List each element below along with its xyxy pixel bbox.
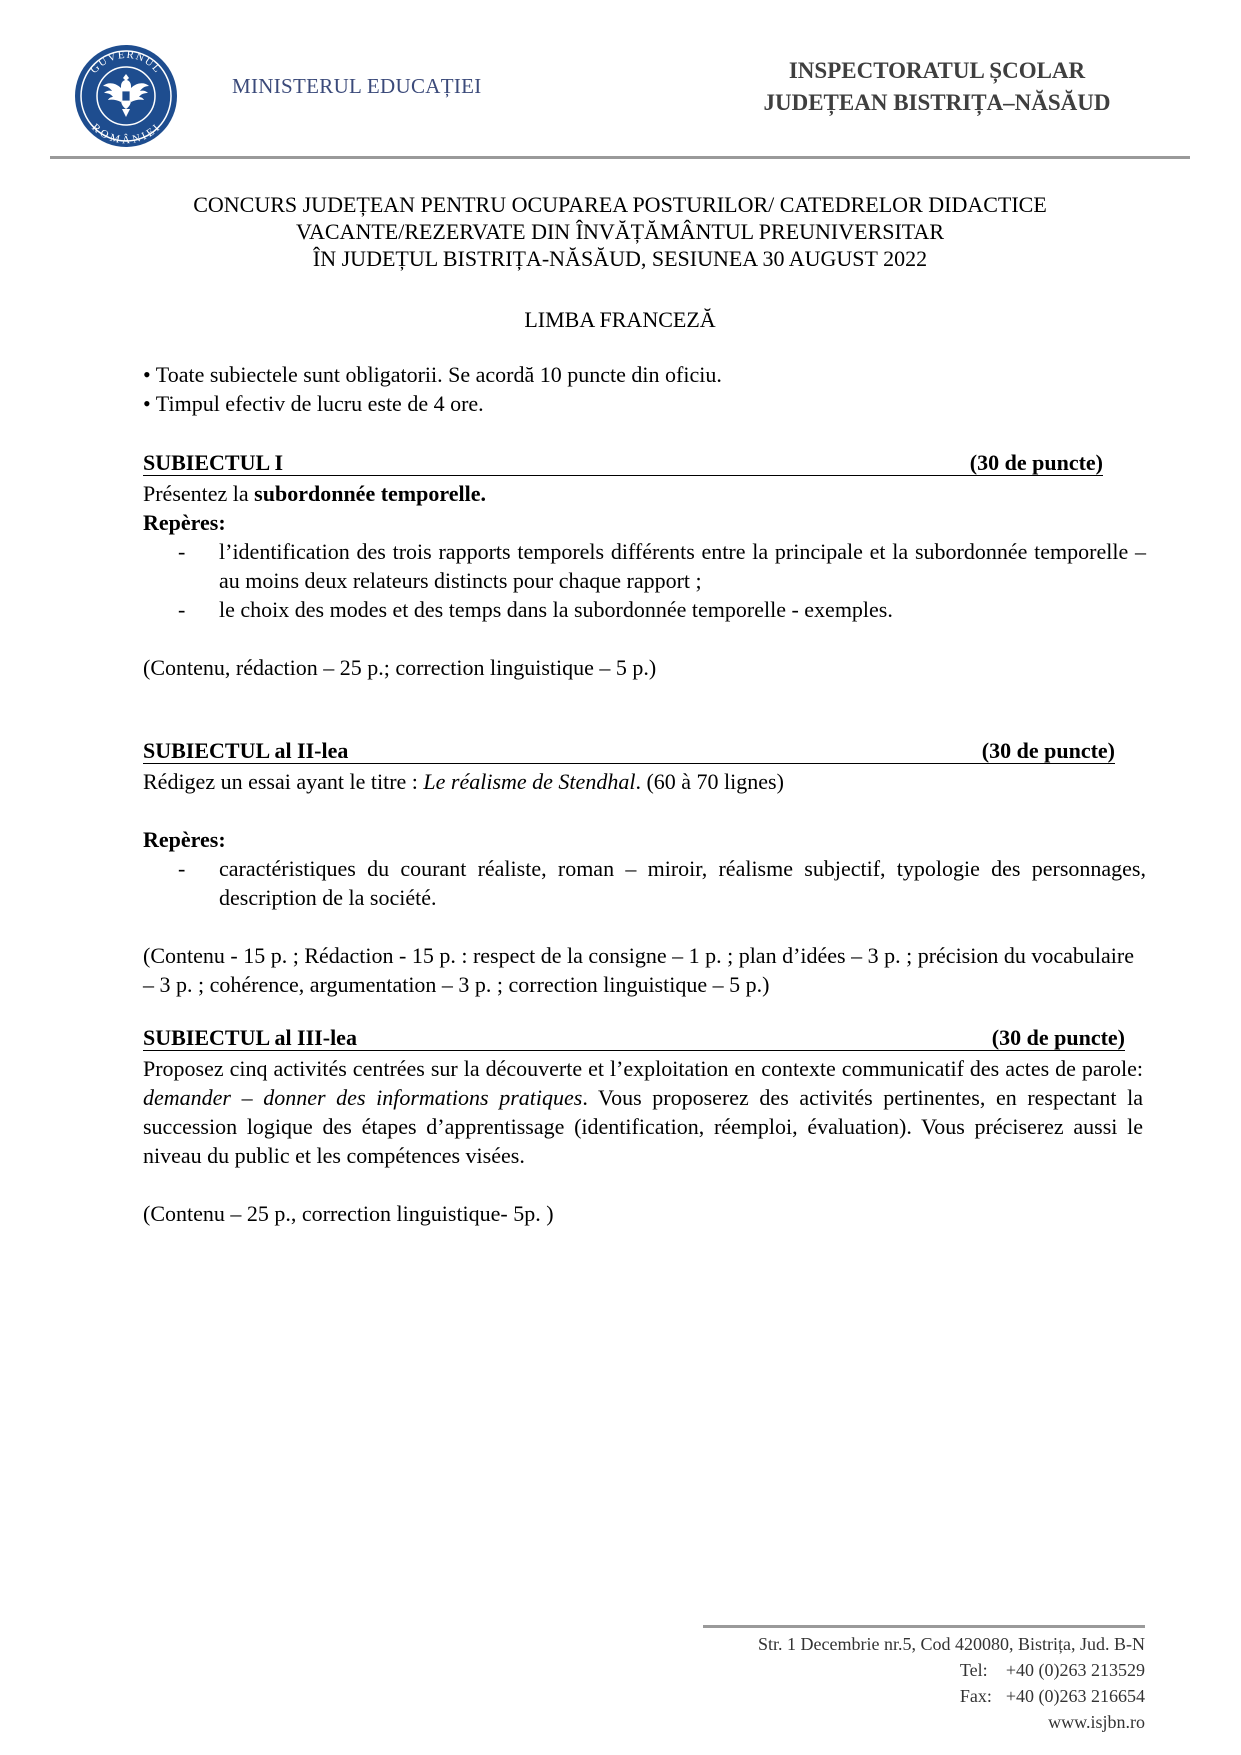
section-3-scoring: (Contenu – 25 p., correction linguistique- 5p. ) bbox=[143, 1201, 554, 1226]
section-2-points: (30 de puncte) bbox=[981, 738, 1115, 763]
exam-subject: LIMBA FRANCEZĂ bbox=[524, 307, 716, 332]
section-1-heading bbox=[143, 450, 1103, 478]
government-emblem-logo bbox=[74, 44, 178, 148]
footer-fax-number: +40 (0)263 216654 bbox=[1005, 1686, 1145, 1706]
section-1-prompt bbox=[143, 479, 1143, 508]
footer-contact bbox=[758, 1631, 1145, 1735]
section-1-underline bbox=[143, 475, 1103, 476]
svg-text:GUVERNUL: GUVERNUL bbox=[88, 48, 164, 76]
section-3-underline bbox=[143, 1050, 1125, 1051]
section-1-prompt-text: Présentez la bbox=[143, 481, 255, 506]
footer-address: Str. 1 Decembrie nr.5, Cod 420080, Bistrița, Jud. B-N bbox=[758, 1634, 1145, 1654]
ministry-name: MINISTERUL EDUCAȚIEI bbox=[232, 74, 482, 98]
dash-marker: - bbox=[178, 856, 186, 881]
section-3-label: SUBIECTUL al III-lea bbox=[143, 1025, 357, 1050]
section-1-item-2-text: le choix des modes et des temps dans la subordonnée temporelle - exemples. bbox=[219, 597, 893, 622]
footer-phone-number: +40 (0)263 213529 bbox=[1005, 1660, 1145, 1680]
inspectorate-line-1: INSPECTORATUL ȘCOLAR bbox=[788, 58, 1086, 83]
section-1-scoring: (Contenu, rédaction – 25 p.; correction linguistique – 5 p.) bbox=[143, 655, 657, 680]
footer-website[interactable]: www.isjbn.ro bbox=[1048, 1712, 1145, 1732]
section-1-label: SUBIECTUL I bbox=[143, 450, 284, 475]
footer-phone-label: Tel: bbox=[959, 1660, 988, 1680]
section-1-item-2 bbox=[178, 595, 1146, 624]
section-3-points: (30 de puncte) bbox=[991, 1025, 1125, 1050]
section-2-item-1-text: caractéristiques du courant réaliste, roman – miroir, réalisme subjectif, typologie des personnages, description de la société. bbox=[219, 856, 1146, 910]
inspectorate-name bbox=[727, 55, 1147, 119]
section-1-item-1 bbox=[178, 537, 1146, 595]
section-3-prompt bbox=[143, 1054, 1143, 1170]
footer-divider bbox=[703, 1625, 1145, 1628]
section-3-speech-acts: demander – donner des informations pratiques bbox=[143, 1085, 583, 1110]
dash-marker: - bbox=[178, 539, 186, 564]
section-2-scoring: (Contenu - 15 p. ; Rédaction - 15 p. : respect de la consigne – 1 p. ; plan d’idées – 3 p. ; précision du vocabulaire – 3 p. ; cohérence, argumentation – 3 p. ; correction linguistique – 5 p.) bbox=[143, 943, 1134, 997]
exam-title-line-2: VACANTE/REZERVATE DIN ÎNVĂȚĂMÂNTUL PREUNIVERSITAR bbox=[295, 219, 945, 244]
section-2-label: SUBIECTUL al II-lea bbox=[143, 738, 349, 763]
section-1-prompt-topic: subordonnée temporelle. bbox=[254, 481, 486, 506]
footer-phone bbox=[758, 1657, 1145, 1683]
section-2-essay-title: Le réalisme de Stendhal bbox=[423, 769, 636, 794]
inspectorate-line-2: JUDEȚEAN BISTRIȚA–NĂSĂUD bbox=[763, 90, 1111, 115]
footer-fax bbox=[758, 1683, 1145, 1709]
section-1-points: (30 de puncte) bbox=[969, 450, 1103, 475]
section-3-prompt-requirements: . Vous proposerez des activités pertinentes, en respectant la succession logique des étapes d’apprentissage (identification, réemploi, évaluation). Vous préciserez aussi le niveau du public et les compétences visées. bbox=[143, 1085, 1144, 1168]
section-2-prompt-length: . (60 à 70 lignes) bbox=[635, 769, 784, 794]
government-emblem-icon bbox=[74, 44, 178, 148]
exam-title-line-1: CONCURS JUDEȚEAN PENTRU OCUPAREA POSTURILOR/ CATEDRELOR DIDACTICE bbox=[193, 192, 1047, 217]
footer-fax-label: Fax: bbox=[959, 1686, 992, 1706]
section-2-prompt-text: Rédigez un essai ayant le titre : bbox=[143, 769, 424, 794]
header-divider bbox=[50, 156, 1190, 159]
section-2-prompt bbox=[143, 767, 1143, 796]
section-3-heading bbox=[143, 1025, 1125, 1053]
section-2-heading bbox=[143, 738, 1115, 766]
section-2-underline bbox=[143, 763, 1115, 764]
section-2-item-1 bbox=[178, 854, 1146, 912]
section-1-reperes: Repères: bbox=[143, 510, 226, 535]
dash-marker: - bbox=[178, 597, 186, 622]
section-1-item-1-text: l’identification des trois rapports temporels différents entre la principale et la subordonnée temporelle – au moins deux relateurs distincts pour chaque rapport ; bbox=[219, 539, 1146, 593]
instruction-1: • Toate subiectele sunt obligatorii. Se acordă 10 puncte din oficiu. bbox=[143, 362, 722, 387]
exam-title bbox=[120, 191, 1120, 272]
instruction-2: • Timpul efectiv de lucru este de 4 ore. bbox=[143, 391, 484, 416]
section-2-reperes: Repères: bbox=[143, 827, 226, 852]
exam-title-line-3: ÎN JUDEȚUL BISTRIȚA-NĂSĂUD, SESIUNEA 30 AUGUST 2022 bbox=[312, 246, 928, 271]
svg-text:ROMÂNIEI: ROMÂNIEI bbox=[89, 121, 163, 147]
section-3-prompt-text: Proposez cinq activités centrées sur la découverte et l’exploitation en contexte communicatif des actes de parole: bbox=[143, 1056, 1143, 1081]
